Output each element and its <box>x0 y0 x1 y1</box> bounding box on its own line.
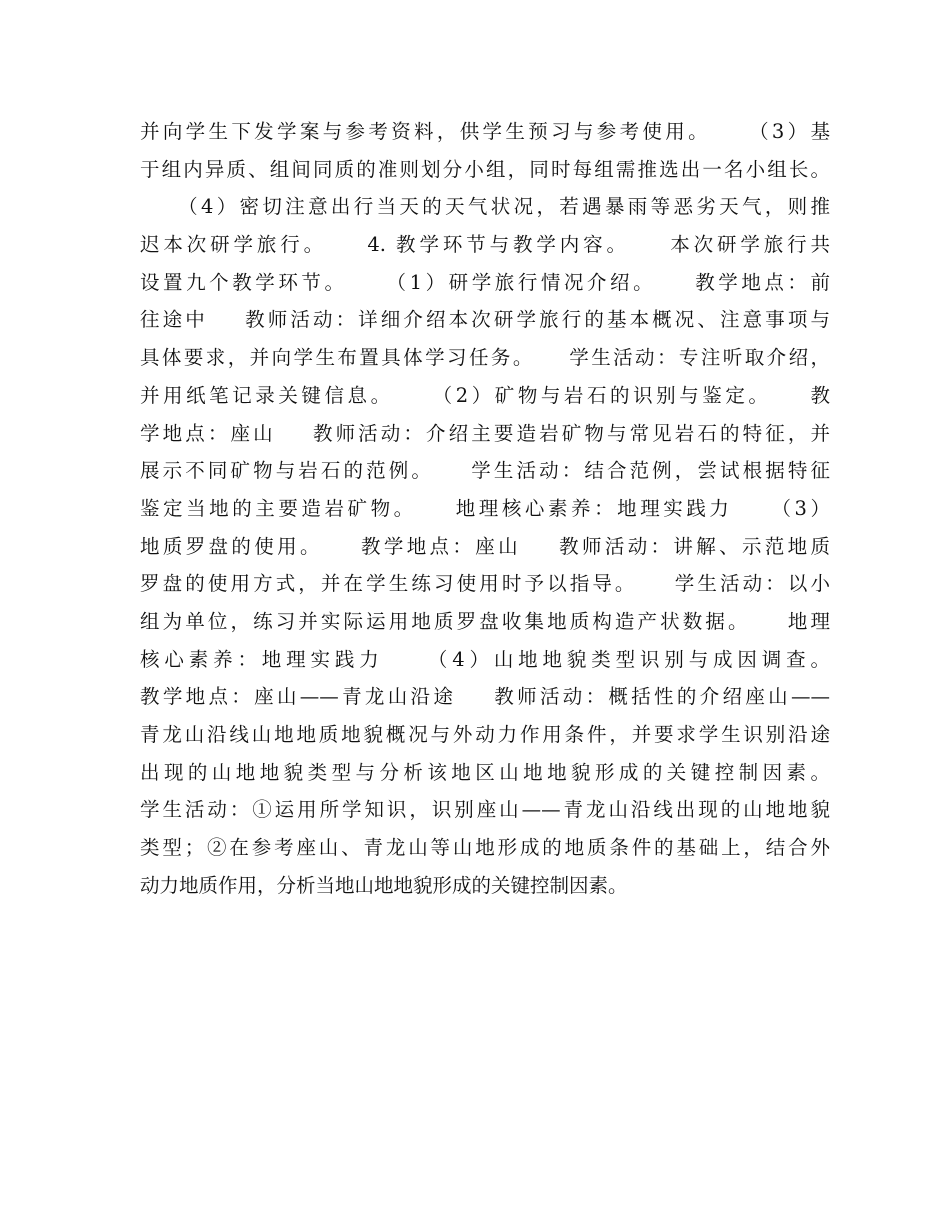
text-line: 青龙山沿线山地地质地貌概况与外动力作用条件，并要求学生识别沿途 <box>140 723 830 746</box>
text-line: 并向学生下发学案与参考资料，供学生预习与参考使用。 （3）基 <box>140 120 830 143</box>
text-line: 学地点：座山 教师活动：介绍主要造岩矿物与常见岩石的特征，并 <box>140 421 830 445</box>
text-line: 鉴定当地的主要造岩矿物。 地理核心素养：地理实践力 （3） <box>140 496 830 520</box>
text-line: 于组内异质、组间同质的准则划分小组，同时每组需推选出一名小组长。 <box>140 157 830 181</box>
text-line: 类型；②在参考座山、青龙山等山地形成的地质条件的基础上，结合外 <box>140 836 830 860</box>
text-line: 教学地点：座山——青龙山沿途 教师活动：概括性的介绍座山—— <box>140 685 830 709</box>
text-line: 学生活动：①运用所学知识，识别座山——青龙山沿线出现的山地地貌 <box>140 798 830 822</box>
text-line: 具体要求，并向学生布置具体学习任务。 学生活动：专注听取介绍， <box>140 346 830 370</box>
text-line: 出现的山地地貌类型与分析该地区山地地貌形成的关键控制因素。 <box>140 760 830 784</box>
text-line: 展示不同矿物与岩石的范例。 学生活动：结合范例，尝试根据特征 <box>140 459 830 483</box>
text-line: （4）密切注意出行当天的天气状况，若遇暴雨等恶劣天气，则推 <box>140 195 830 219</box>
text-line: 迟本次研学旅行。 4. 教学环节与教学内容。 本次研学旅行共 <box>140 233 830 257</box>
text-line: 设置九个教学环节。 （1）研学旅行情况介绍。 教学地点：前 <box>140 270 830 294</box>
text-line: 组为单位，练习并实际运用地质罗盘收集地质构造产状数据。 地理 <box>140 609 830 633</box>
text-line: 往途中 教师活动：详细介绍本次研学旅行的基本概况、注意事项与 <box>140 308 830 332</box>
text-line: 罗盘的使用方式，并在学生练习使用时予以指导。 学生活动：以小 <box>140 572 830 596</box>
text-line: 动力地质作用，分析当地山地地貌形成的关键控制因素。 <box>140 873 628 897</box>
document-body <box>140 113 830 904</box>
text-line: 并用纸笔记录关键信息。 （2）矿物与岩石的识别与鉴定。 教 <box>140 383 830 407</box>
text-line: 核心素养：地理实践力 （4）山地地貌类型识别与成因调查。 <box>140 647 830 671</box>
text-line: 地质罗盘的使用。 教学地点：座山 教师活动：讲解、示范地质 <box>140 534 830 558</box>
